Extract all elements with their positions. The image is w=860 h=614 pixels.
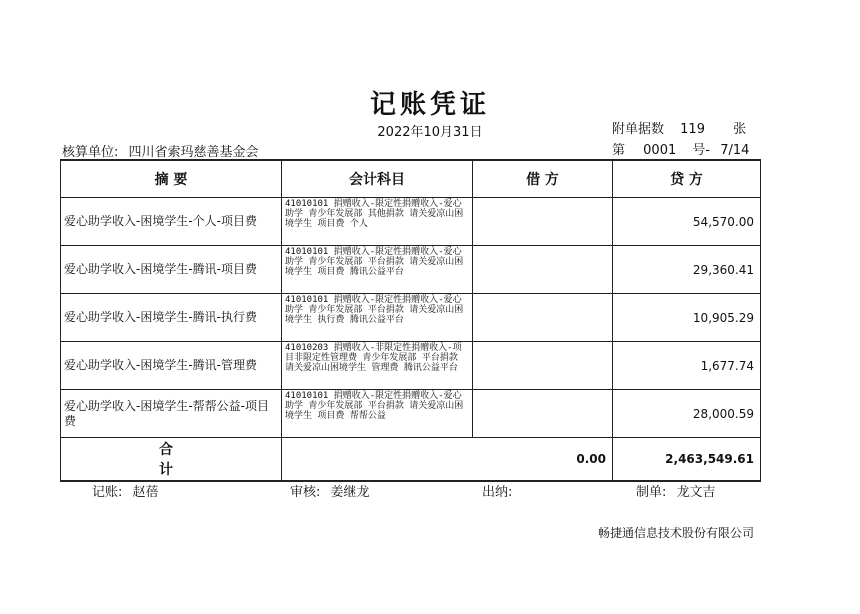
reviewer-name: 姜继龙 <box>330 485 370 500</box>
header-debit: 借 方 <box>473 160 613 198</box>
voucher-title: 记账凭证 <box>369 90 490 120</box>
attachment-label: 附单据数 <box>612 122 665 137</box>
row-credit: 29,360.41 <box>613 246 761 294</box>
row-summary: 爱心助学收入-困境学生-腾讯-执行费 <box>61 294 282 342</box>
bookkeeper-name: 赵蓓 <box>132 485 159 500</box>
table-row <box>61 246 761 294</box>
attachment-unit: 张 <box>733 122 747 137</box>
table-row <box>61 294 761 342</box>
table-row <box>61 198 761 246</box>
header-account: 会计科目 <box>282 160 473 198</box>
row-credit: 1,677.74 <box>613 342 761 390</box>
total-credit: 2,463,549.61 <box>613 438 761 482</box>
cashier-label: 出纳: <box>482 485 513 500</box>
cashier-field <box>482 481 518 500</box>
row-credit: 10,905.29 <box>613 294 761 342</box>
number-suffix: 号- <box>692 143 711 158</box>
row-credit: 54,570.00 <box>613 198 761 246</box>
unit-name: 四川省索玛慈善基金会 <box>128 145 259 160</box>
row-debit <box>473 198 613 246</box>
total-label-text: 合 计 <box>159 442 183 478</box>
row-debit <box>473 342 613 390</box>
bookkeeper-label: 记账: <box>92 485 123 500</box>
table-header <box>61 160 761 198</box>
number-prefix: 第 <box>612 143 626 158</box>
attachment-info <box>612 118 762 137</box>
preparer-name: 龙文吉 <box>676 485 716 500</box>
row-account: 41010101 捐赠收入-限定性捐赠收入-爱心助学 青少年发展部 平台捐款 请关爱凉山困境学生 项目费 腾讯公益平台 <box>282 246 473 294</box>
voucher-number <box>612 139 762 158</box>
total-label <box>61 438 282 482</box>
preparer-field <box>636 481 716 500</box>
unit-label: 核算单位: <box>62 145 119 160</box>
row-summary: 爱心助学收入-困境学生-个人-项目费 <box>61 198 282 246</box>
voucher-table <box>60 159 761 482</box>
table-row <box>61 342 761 390</box>
row-summary: 爱心助学收入-困境学生-帮帮公益-项目费 <box>61 390 282 438</box>
reviewer-label: 审核: <box>290 485 321 500</box>
row-debit <box>473 246 613 294</box>
row-account: 41010101 捐赠收入-限定性捐赠收入-爱心助学 青少年发展部 平台捐款 请关爱凉山困境学生 执行费 腾讯公益平台 <box>282 294 473 342</box>
number-value: 0001 <box>643 143 677 158</box>
row-summary: 爱心助学收入-困境学生-腾讯-项目费 <box>61 246 282 294</box>
row-debit <box>473 294 613 342</box>
row-debit <box>473 390 613 438</box>
preparer-label: 制单: <box>636 485 667 500</box>
row-summary: 爱心助学收入-困境学生-腾讯-管理费 <box>61 342 282 390</box>
accounting-unit <box>62 141 259 160</box>
row-account: 41010203 捐赠收入-非限定性捐赠收入-项目非限定性管理费 青少年发展部 平台捐款 请关爱凉山困境学生 管理费 腾讯公益平台 <box>282 342 473 390</box>
total-row <box>61 438 761 482</box>
row-credit: 28,000.59 <box>613 390 761 438</box>
attachment-count: 119 <box>680 122 705 137</box>
bookkeeper-field <box>92 481 159 500</box>
header-summary: 摘 要 <box>61 160 282 198</box>
table-row <box>61 390 761 438</box>
total-debit: 0.00 <box>282 438 613 482</box>
reviewer-field <box>290 481 370 500</box>
software-company: 畅捷通信息技术股份有限公司 <box>598 526 755 540</box>
voucher-date: 2022年10月31日 <box>377 125 483 140</box>
header-credit: 贷 方 <box>613 160 761 198</box>
row-account: 41010101 捐赠收入-限定性捐赠收入-爱心助学 青少年发展部 平台捐款 请关爱凉山困境学生 项目费 帮帮公益 <box>282 390 473 438</box>
page-indicator: 7/14 <box>720 143 750 158</box>
row-account: 41010101 捐赠收入-限定性捐赠收入-爱心助学 青少年发展部 其他捐款 请关爱凉山困境学生 项目费 个人 <box>282 198 473 246</box>
